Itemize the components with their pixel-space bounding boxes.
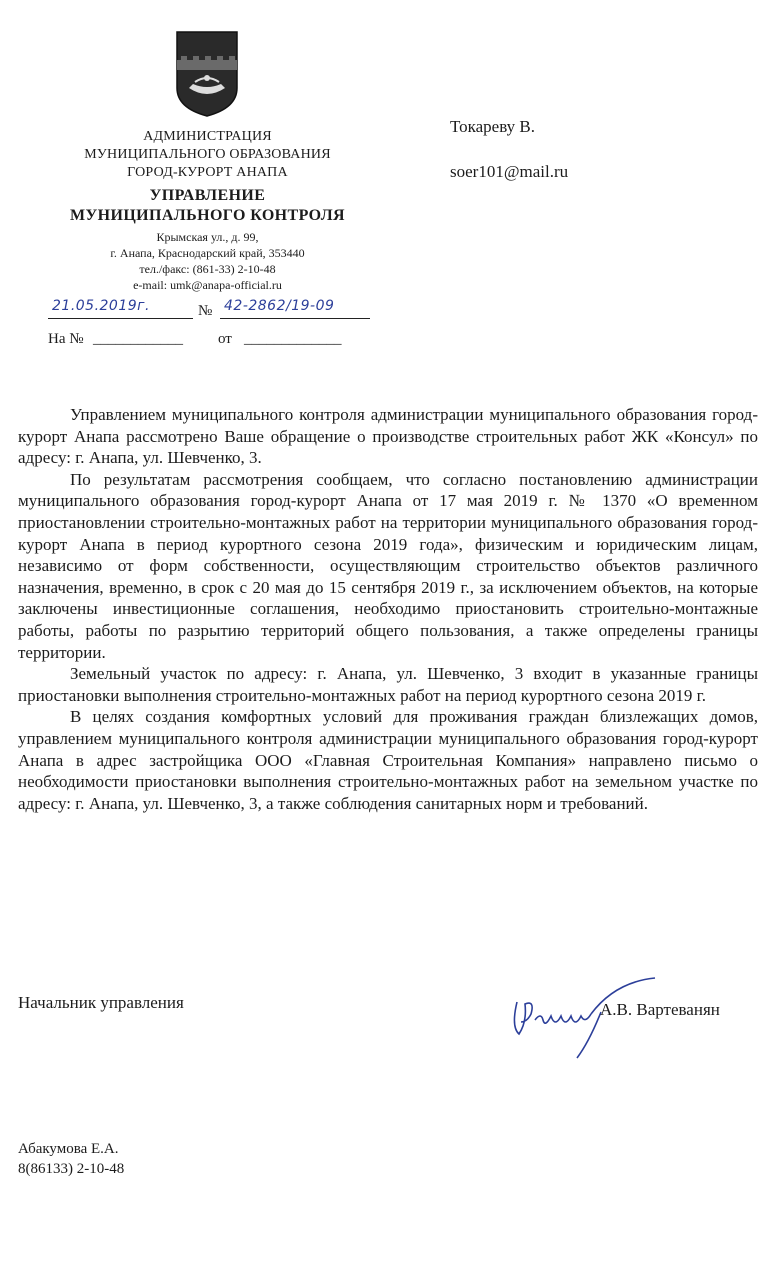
dept-name-line-1: УПРАВЛЕНИЕ (149, 187, 266, 204)
ref-blank: ____________ (93, 331, 183, 347)
phone-fax: тел./факс: (861-33) 2-10-48 (139, 262, 276, 276)
ref-label: На № (48, 331, 84, 347)
email-address: e-mail: umk@anapa-official.ru (133, 278, 282, 292)
org-name-line-1: АДМИНИСТРАЦИЯ (143, 129, 272, 144)
from-label: от (218, 331, 232, 347)
handwritten-number: 42-2862/19-09 (224, 298, 335, 314)
coat-of-arms-icon (175, 30, 239, 118)
signatory-position: Начальник управления (18, 993, 184, 1012)
letter-body (18, 404, 758, 814)
handwritten-date: 21.05.2019г. (52, 298, 150, 314)
signatory-name: А.В. Вартеванян (600, 1000, 720, 1019)
from-blank: _____________ (244, 331, 342, 347)
address-line-2: г. Анапа, Краснодарский край, 353440 (110, 246, 305, 260)
number-label: № (198, 303, 213, 319)
paragraph-1: Управлением муниципального контроля администрации муниципального образования город-курорт Анапа рассмотрено Ваше обращение о производстве строительных работ ЖК «Консул» по адресу: г. Анапа, ул. Шевченко, 3. (18, 405, 758, 468)
executor-phone: 8(86133) 2-10-48 (18, 1161, 125, 1177)
paragraph-4: В целях создания комфортных условий для проживания граждан близлежащих домов, управлением муниципального контроля администрации муниципального образования город-курорт Анапа в адрес застройщика ООО «Главная Строительная Компания» направлено письмо о необходимости приостановки выполнения строительно-монтажных работ на земельном участке по адресу: г. Анапа, ул. Шевченко, 3, а также соблюдения санитарных норм и требований. (18, 707, 758, 813)
address-line-1: Крымская ул., д. 99, (156, 230, 259, 244)
org-name-line-2: МУНИЦИПАЛЬНОГО ОБРАЗОВАНИЯ (84, 147, 331, 162)
number-underline (220, 318, 370, 319)
date-underline (48, 318, 193, 319)
org-name-line-3: ГОРОД-КУРОРТ АНАПА (127, 165, 288, 180)
executor-name: Абакумова Е.А. (18, 1141, 119, 1157)
paragraph-2: По результатам рассмотрения сообщаем, что согласно постановлению администрации муниципального образования город-курорт Анапа от 17 мая 2019 г. № 1370 «О временном приостановлении строительно-монтажных работ на территории муниципального образования город-курорт Анапа в период курортного сезона 2019 года», физическим и юридическим лицам, независимо от форм собственности, осуществляющим строительство объектов различного назначения, временно, в срок с 20 мая до 15 сентября 2019 г., за исключением объектов, на которые заключены инвестиционные соглашения, необходимо приостановить строительно-монтажные работы, работы по разрытию территорий общего пользования, а также определены границы территории. (18, 469, 758, 662)
dept-name-line-2: МУНИЦИПАЛЬНОГО КОНТРОЛЯ (69, 207, 345, 224)
recipient-email: soer101@mail.ru (450, 162, 569, 181)
recipient-name: Токареву В. (450, 117, 535, 136)
paragraph-3: Земельный участок по адресу: г. Анапа, ул. Шевченко, 3 входит в указанные границы приостановки выполнения строительно-монтажных работ на период курортного сезона 2019 г. (18, 664, 758, 705)
